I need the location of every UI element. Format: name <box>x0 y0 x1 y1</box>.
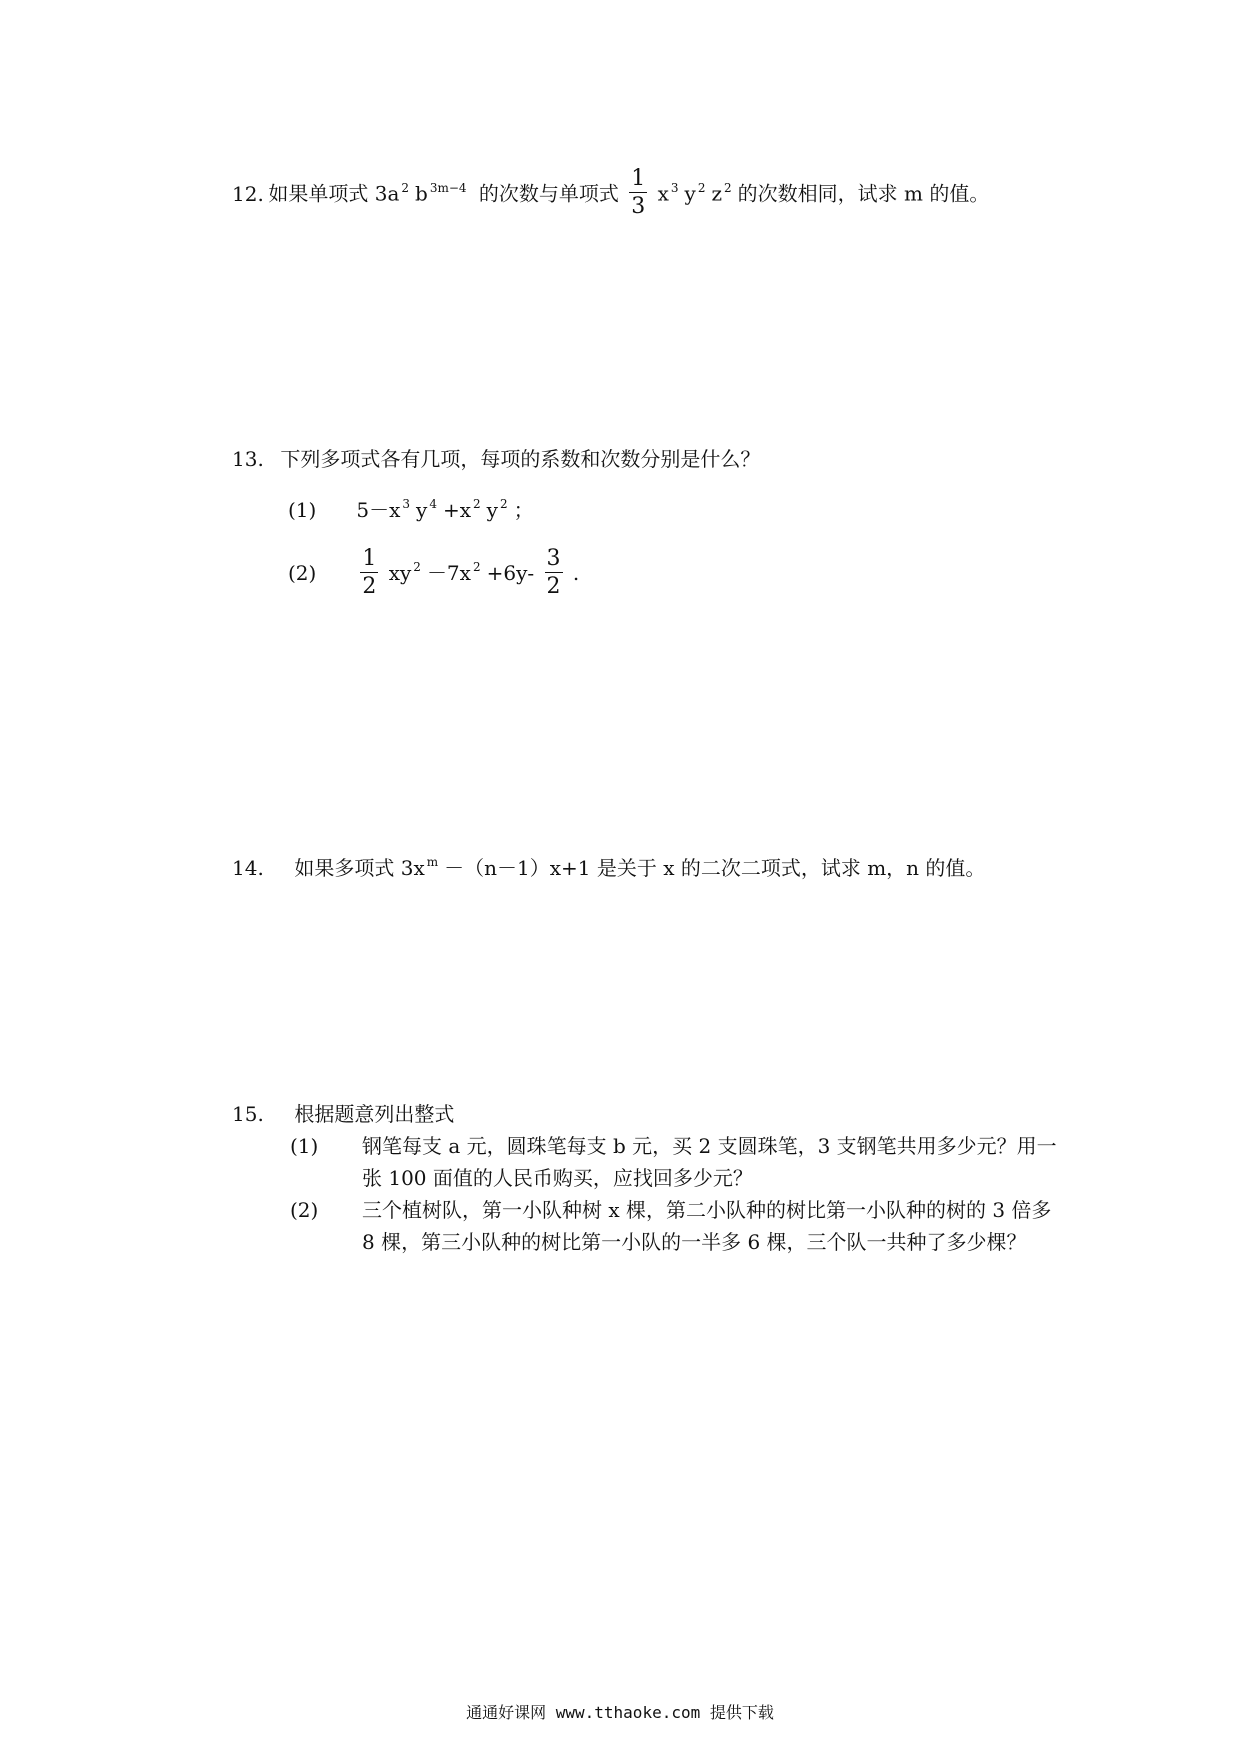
fraction-one-half: $\frac{1}{2}$ <box>362 546 377 599</box>
question-15: 15. 根据题意列出整式 <box>232 1102 455 1126</box>
question-12: 12. 如果单项式 3a $^2$ b $^{3m-4}$ 的次数与单项式 $\frac{1}{3}$ x $^3$ y $^2$ z $^2$ 的次数相同，试求 m 的值。 <box>232 166 990 219</box>
question-15-part-1-label: (1) <box>290 1134 319 1158</box>
fraction-three-halves: $\frac{3}{2}$ <box>546 546 561 599</box>
footer-credit: 通通好课网 www.tthaoke.com 提供下载 <box>466 1703 774 1722</box>
question-15-part-2-line-2: 8 棵，第三小队种的树比第一小队的一半多 6 棵，三个队一共种了多少棵？ <box>362 1230 1027 1254</box>
question-number: 14. <box>232 856 264 880</box>
question-13-part-2: (2) $\frac{1}{2}$ xy $^2$ －7x $^2$ +6y- $\frac{3}{2}$ . <box>288 546 580 599</box>
question-number: 12. <box>232 181 264 206</box>
question-15-part-1-line-1: 钢笔每支 a 元，圆珠笔每支 b 元，买 2 支圆珠笔，3 支钢笔共用多少元？用一 <box>362 1134 1057 1158</box>
question-15-part-2-line-1: 三个植树队，第一小队种树 x 棵，第二小队种的树比第一小队种的树的 3 倍多 <box>362 1198 1052 1222</box>
question-15-part-1-line-2: 张 100 面值的人民币购买，应找回多少元？ <box>362 1166 753 1190</box>
question-number: 13. <box>232 447 264 471</box>
question-13: 13. 下列多项式各有几项，每项的系数和次数分别是什么？ <box>232 447 761 471</box>
question-15-part-2-label: (2) <box>290 1198 319 1222</box>
question-14: 14. 如果多项式 3x $^m$ －（n－1）x+1 是关于 x 的二次二项式，试求 m，n 的值。 <box>232 855 986 880</box>
question-13-part-1: (1) 5－x $^3$ y $^4$ +x $^2$ y $^2$ ； <box>288 497 534 522</box>
question-number: 15. <box>232 1102 264 1126</box>
fraction-one-third: $\frac{1}{3}$ <box>631 166 646 219</box>
